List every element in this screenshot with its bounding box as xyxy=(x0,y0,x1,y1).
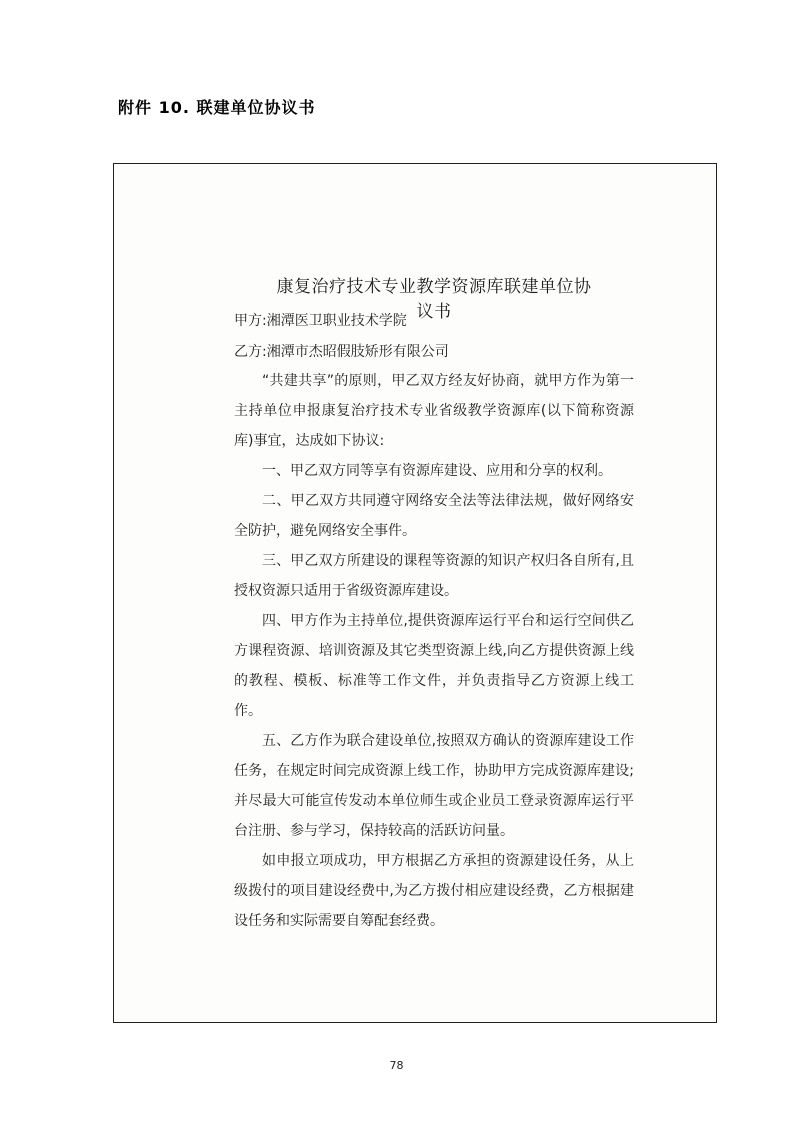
clause-3: 三、甲乙双方所建设的课程等资源的知识产权归各自所有,且授权资源只适用于省级资源库建设。 xyxy=(234,553,634,599)
annex-title: 附件 10. 联建单位协议书 xyxy=(118,98,316,117)
agreement-body xyxy=(234,366,634,936)
scanned-agreement-frame xyxy=(113,163,717,1023)
clause-2: 二、甲乙双方共同遵守网络安全法等法律法规，做好网络安全防护，避免网络安全事件。 xyxy=(234,493,634,539)
clause-5: 五、乙方作为联合建设单位,按照双方确认的资源库建设工作任务，在规定时间完成资源上线工作，协助甲方完成资源库建设;并尽最大可能宣传发动本单位师生或企业员工登录资源库运行平台注册、参与学习，保持较高的活跃访问量。 xyxy=(234,733,634,839)
party-b: 乙方:湘潭市杰昭假肢矫形有限公司 xyxy=(234,344,449,360)
clause-4: 四、甲方作为主持单位,提供资源库运行平台和运行空间供乙方课程资源、培训资源及其它类型资源上线,向乙方提供资源上线的教程、模板、标准等工作文件，并负责指导乙方资源上线工作。 xyxy=(234,613,634,719)
party-a: 甲方:湘潭医卫职业技术学院 xyxy=(234,313,407,329)
page-number: 78 xyxy=(389,1059,404,1072)
intro-paragraph: “共建共享”的原则，甲乙双方经友好协商，就甲方作为第一主持单位申报康复治疗技术专业省级教学资源库(以下简称资源库)事宜，达成如下协议: xyxy=(234,373,634,449)
agreement-title: 康复治疗技术专业教学资源库联建单位协议书 xyxy=(276,277,592,322)
clause-1: 一、甲乙双方同等享有资源库建设、应用和分享的权利。 xyxy=(262,463,612,479)
funding-paragraph: 如申报立项成功，甲方根据乙方承担的资源建设任务，从上级拨付的项目建设经费中,为乙方拨付相应建设经费，乙方根据建设任务和实际需要自筹配套经费。 xyxy=(234,853,634,929)
